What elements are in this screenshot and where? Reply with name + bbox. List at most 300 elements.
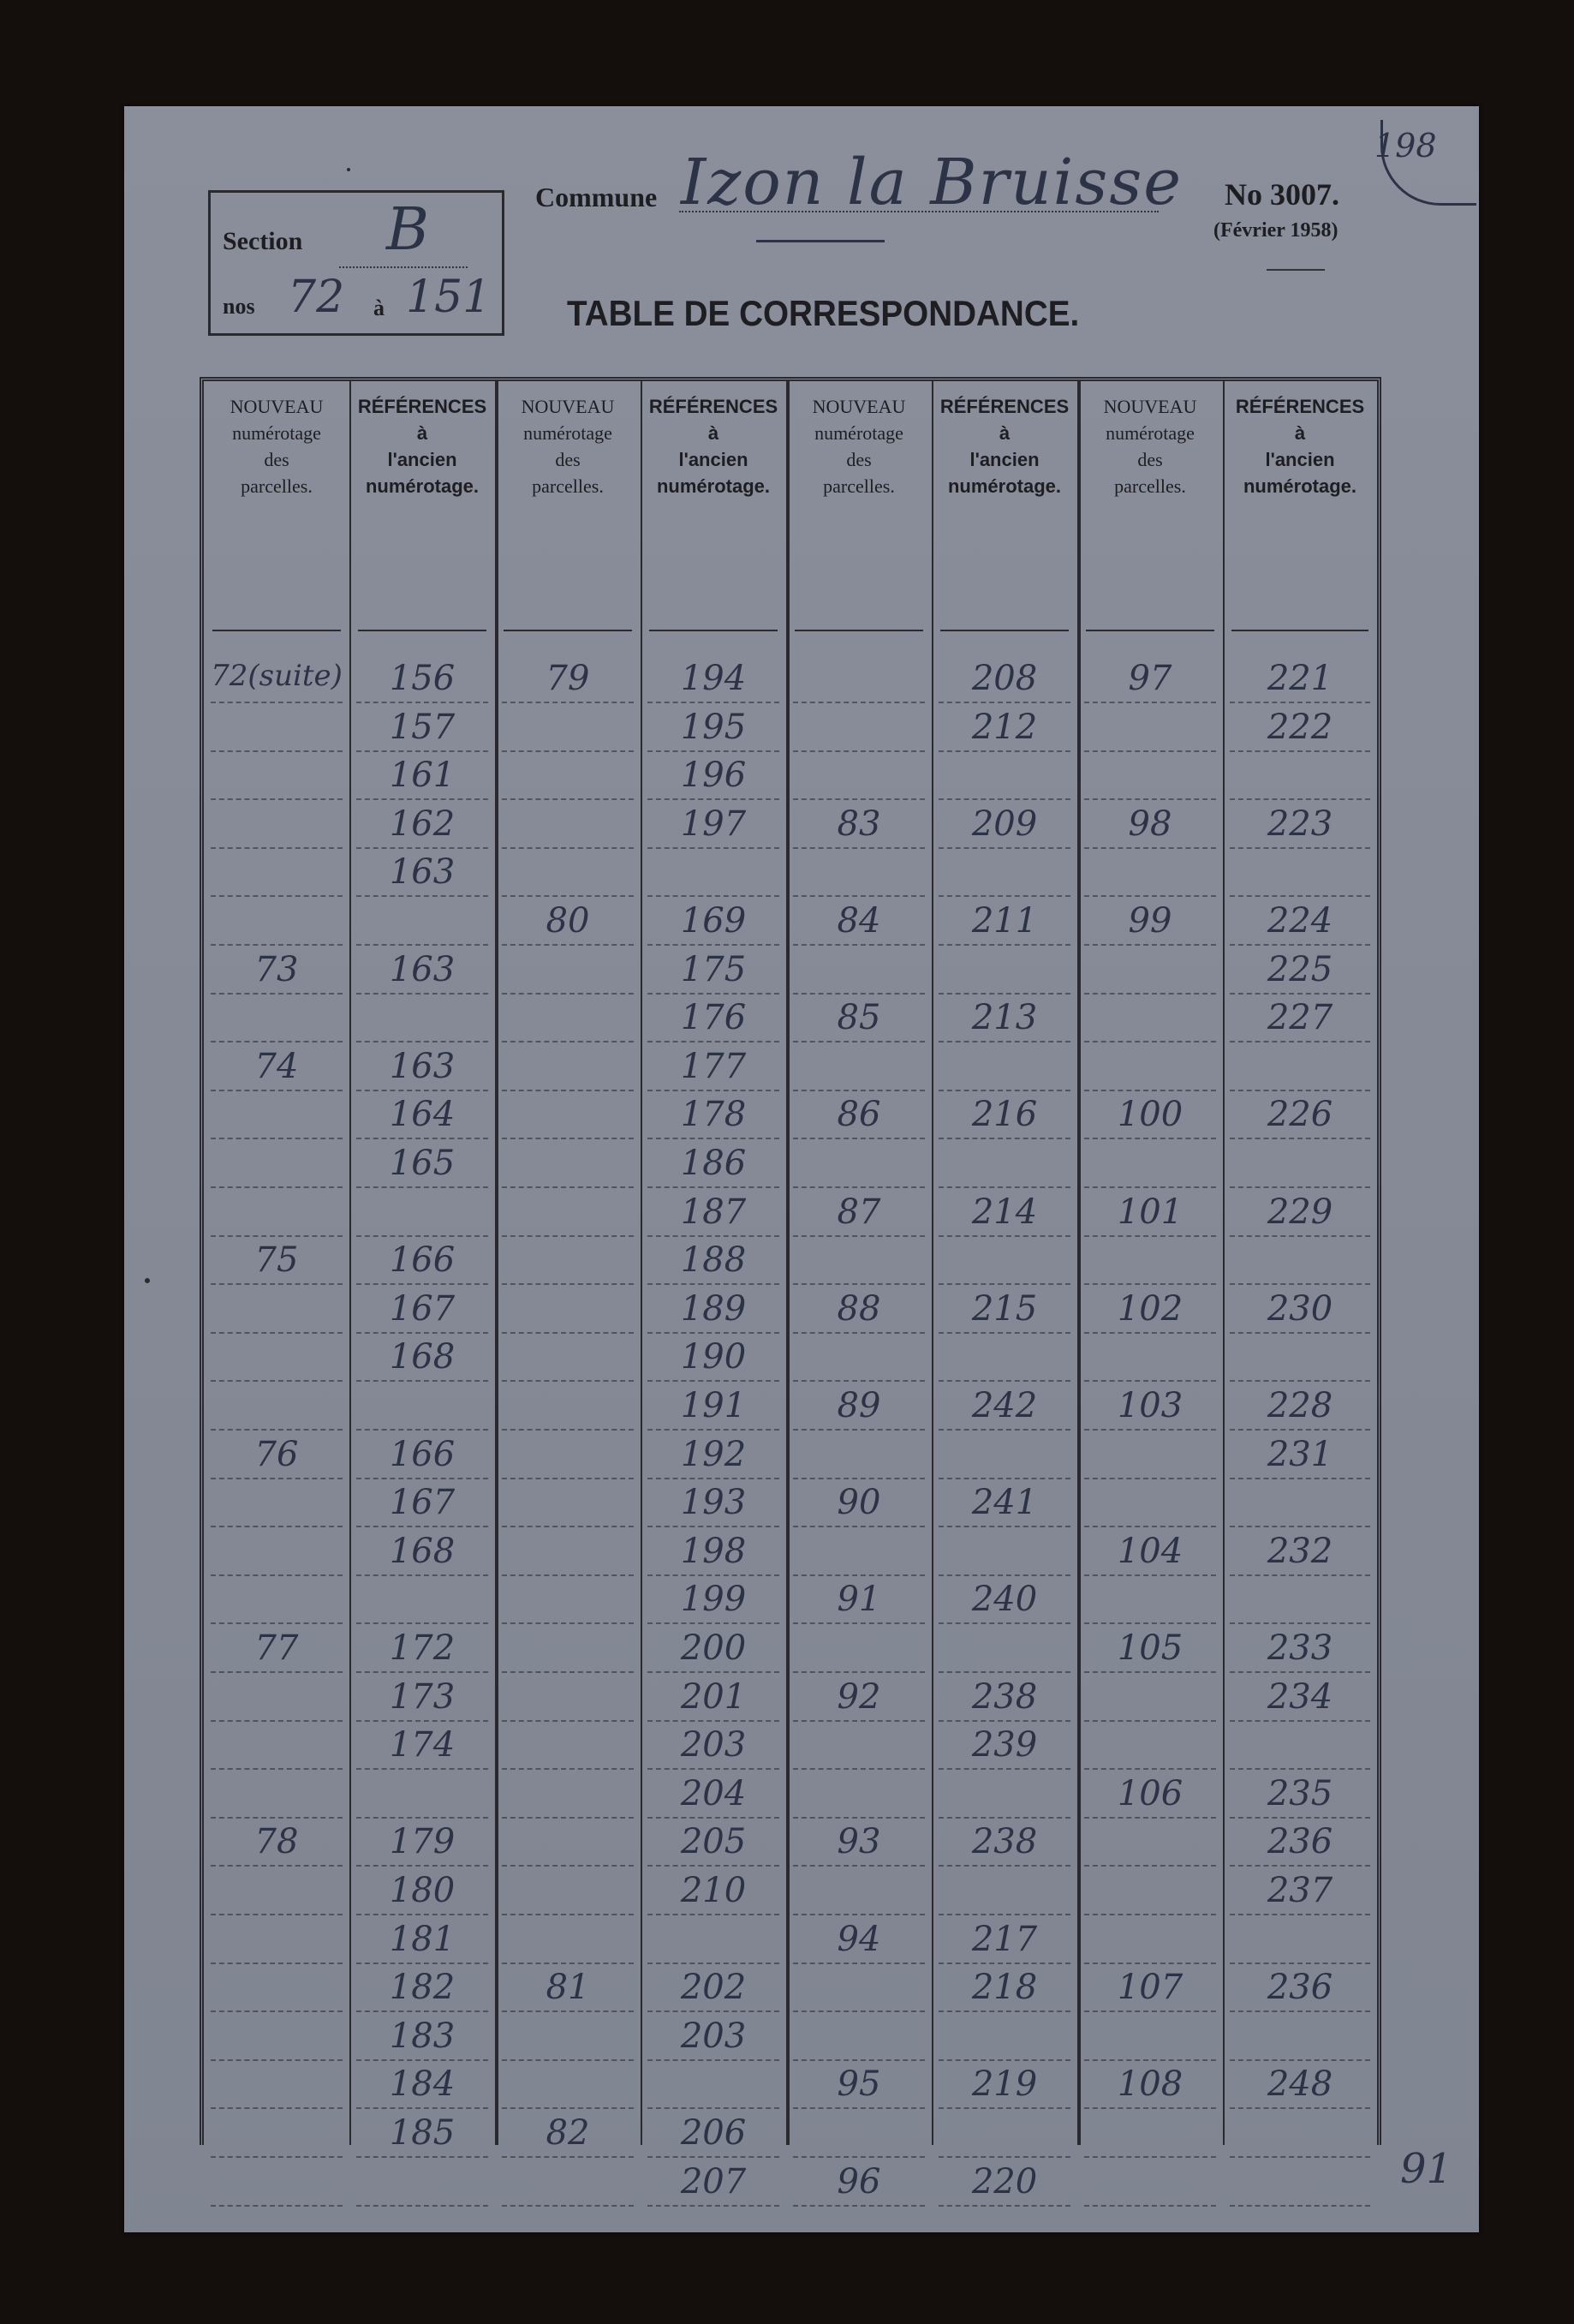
dotted-rule: [502, 1380, 634, 1382]
dotted-rule: [356, 1720, 488, 1722]
dotted-rule: [356, 1332, 488, 1334]
header-line: numérotage.: [1243, 475, 1357, 497]
dotted-rule: [502, 895, 634, 897]
form-date: (Février 1958): [1213, 219, 1338, 242]
table-cell-references: 225: [1267, 949, 1333, 989]
table-cell-nouveau: 84: [837, 901, 881, 941]
header-line: l'ancien: [969, 449, 1040, 470]
dotted-rule: [647, 750, 779, 752]
dotted-rule: [502, 2010, 634, 2012]
dotted-rule: [502, 944, 634, 946]
header-rule: [795, 630, 923, 631]
dotted-rule: [502, 1720, 634, 1722]
dotted-rule: [502, 798, 634, 800]
dotted-rule: [211, 1963, 343, 1964]
dotted-rule: [1084, 1235, 1216, 1237]
column-header-references: [353, 393, 492, 499]
dotted-rule: [502, 1865, 634, 1867]
dotted-rule: [1084, 1186, 1216, 1188]
dotted-rule: [1084, 1138, 1216, 1139]
table-cell-references: 238: [971, 1822, 1038, 1862]
dotted-rule: [1230, 1720, 1370, 1722]
dotted-rule: [647, 1429, 779, 1431]
table-cell-references: 188: [680, 1240, 747, 1281]
dotted-rule: [1084, 2205, 1216, 2207]
table-cell-references: 206: [680, 2113, 747, 2153]
table-cell-references: 203: [680, 1725, 747, 1765]
table-cell-references: 211: [971, 901, 1038, 941]
header-line: numérotage.: [656, 475, 771, 497]
table-cell-references: 156: [389, 659, 456, 698]
dotted-rule: [211, 1138, 343, 1139]
table-cell-nouveau: 107: [1117, 1968, 1183, 2008]
section-label: Section: [223, 227, 303, 255]
table-cell-references: 168: [389, 1337, 456, 1377]
header-line: à: [707, 422, 719, 444]
dotted-rule: [939, 1622, 1070, 1624]
dotted-rule: [211, 1478, 343, 1479]
header-line: parcelles.: [532, 475, 604, 497]
dotted-rule: [1230, 1138, 1370, 1139]
table-cell-nouveau: 92: [837, 1676, 881, 1717]
dotted-rule: [356, 1041, 488, 1043]
header-line: NOUVEAU: [230, 396, 324, 417]
dotted-rule: [939, 1380, 1070, 1382]
dotted-rule: [1084, 2010, 1216, 2012]
table-cell-references: 162: [389, 804, 456, 844]
header-line: des: [555, 449, 581, 470]
dotted-rule: [939, 1041, 1070, 1043]
table-cell-references: 215: [971, 1288, 1038, 1329]
dotted-rule: [939, 1429, 1070, 1431]
dotted-rule: [502, 993, 634, 995]
dotted-rule: [502, 2059, 634, 2061]
page-title: TABLE DE CORRESPONDANCE.: [567, 293, 1080, 333]
table-cell-references: 163: [389, 1046, 456, 1086]
dotted-rule: [1230, 2059, 1370, 2061]
dotted-rule: [1230, 847, 1370, 849]
dotted-rule: [1084, 2156, 1216, 2158]
dotted-rule: [793, 1041, 925, 1043]
form-number: No 3007.: [1225, 177, 1339, 212]
table-cell-nouveau: 108: [1117, 2064, 1183, 2105]
dotted-rule: [1084, 1526, 1216, 1527]
table-cell-references: 236: [1267, 1822, 1333, 1862]
dotted-rule: [793, 1090, 925, 1091]
dotted-rule: [939, 2010, 1070, 2012]
dotted-rule: [1230, 1041, 1370, 1043]
dotted-rule: [647, 1283, 779, 1285]
dotted-rule: [793, 750, 925, 752]
dotted-rule: [1084, 1478, 1216, 1479]
dotted-rule: [211, 750, 343, 752]
dotted-rule: [939, 2156, 1070, 2158]
dotted-rule: [1230, 1817, 1370, 1819]
table-cell-nouveau: 78: [254, 1822, 299, 1862]
dotted-rule: [356, 750, 488, 752]
dotted-rule: [211, 2059, 343, 2061]
dotted-rule: [939, 1914, 1070, 1915]
dotted-rule: [939, 798, 1070, 800]
header-rule: [649, 630, 778, 631]
dotted-rule: [1230, 1865, 1370, 1867]
dotted-rule: [1230, 1332, 1370, 1334]
dotted-rule: [1084, 750, 1216, 752]
dotted-rule: [211, 1526, 343, 1527]
dotted-rule: [211, 895, 343, 897]
table-cell-references: 216: [971, 1095, 1038, 1135]
nos-a-label: à: [373, 296, 385, 320]
dotted-rule: [939, 1186, 1070, 1188]
dotted-rule: [939, 750, 1070, 752]
dotted-rule: [939, 1235, 1070, 1237]
dotted-rule: [793, 798, 925, 800]
dotted-rule: [211, 798, 343, 800]
dotted-rule: [793, 1138, 925, 1139]
table-cell-references: 226: [1267, 1095, 1333, 1135]
table-cell-references: 169: [680, 901, 747, 941]
dotted-rule: [1084, 895, 1216, 897]
dotted-rule: [793, 1332, 925, 1334]
dotted-rule: [1230, 2156, 1370, 2158]
dotted-rule: [793, 1963, 925, 1964]
table-cell-nouveau: 98: [1128, 804, 1172, 844]
dotted-rule: [211, 1622, 343, 1624]
dotted-rule: [793, 1865, 925, 1867]
dotted-rule: [1084, 2059, 1216, 2061]
table-cell-references: 234: [1267, 1676, 1333, 1717]
header-line: l'ancien: [678, 449, 748, 470]
table-cell-references: 205: [680, 1822, 747, 1862]
dotted-rule: [502, 1671, 634, 1673]
header-line: numérotage: [232, 422, 321, 444]
table-cell-references: 166: [389, 1240, 456, 1281]
header-line: numérotage: [523, 422, 612, 444]
dotted-rule: [1084, 1429, 1216, 1431]
dotted-rule: [1084, 1914, 1216, 1915]
dotted-rule: [1084, 1865, 1216, 1867]
dotted-rule: [939, 944, 1070, 946]
section-box: [208, 190, 504, 336]
table-cell-references: 184: [389, 2064, 456, 2105]
table-cell-references: 163: [389, 949, 456, 989]
dotted-rule: [939, 1963, 1070, 1964]
dotted-rule: [356, 1768, 488, 1770]
dotted-rule: [1230, 1380, 1370, 1382]
column-divider: [932, 381, 933, 2145]
dotted-rule: [793, 1526, 925, 1527]
dotted-rule: [793, 847, 925, 849]
table-cell-nouveau: 82: [546, 2113, 590, 2153]
dotted-rule: [939, 1574, 1070, 1576]
table-cell-references: 239: [971, 1725, 1038, 1765]
dotted-rule: [1230, 2205, 1370, 2207]
header-line: des: [846, 449, 872, 470]
table-cell-nouveau: 103: [1117, 1386, 1183, 1425]
dotted-rule: [356, 1138, 488, 1139]
table-cell-references: 177: [680, 1046, 747, 1086]
dotted-rule: [356, 1235, 488, 1237]
dotted-rule: [211, 1332, 343, 1334]
dotted-rule: [939, 2059, 1070, 2061]
table-cell-references: 223: [1267, 804, 1333, 844]
header-line: RÉFÉRENCES: [648, 396, 778, 417]
dotted-rule: [647, 1574, 779, 1576]
dotted-rule: [356, 847, 488, 849]
dotted-rule: [356, 1478, 488, 1479]
nos-label: nos: [223, 294, 255, 319]
dotted-rule: [211, 1671, 343, 1673]
table-cell-references: 198: [680, 1531, 747, 1571]
column-header-nouveau: [1081, 393, 1219, 499]
header-line: numérotage.: [947, 475, 1062, 497]
column-divider: [495, 381, 498, 2145]
dotted-rule: [647, 2205, 779, 2207]
dotted-rule: [647, 1235, 779, 1237]
dotted-rule: [793, 1574, 925, 1576]
table-cell-references: 242: [971, 1386, 1038, 1425]
dotted-rule: [502, 1963, 634, 1964]
table-cell-references: 214: [971, 1192, 1038, 1232]
section-underline: [339, 266, 468, 268]
table-cell-references: 195: [680, 707, 747, 747]
table-cell-references: 191: [680, 1386, 747, 1425]
table-cell-references: 190: [680, 1337, 747, 1377]
table-cell-references: 230: [1267, 1288, 1333, 1329]
table-cell-references: 161: [389, 756, 456, 796]
table-cell-nouveau: 102: [1117, 1288, 1183, 1329]
dotted-rule: [356, 1963, 488, 1964]
header-line: RÉFÉRENCES: [1235, 396, 1365, 417]
dotted-rule: [1084, 847, 1216, 849]
table-cell-nouveau: 96: [837, 2161, 881, 2202]
dotted-rule: [793, 702, 925, 703]
dotted-rule: [793, 1622, 925, 1624]
dotted-rule: [939, 1720, 1070, 1722]
table-cell-references: 176: [680, 998, 747, 1038]
dotted-rule: [793, 2107, 925, 2109]
dotted-rule: [1230, 944, 1370, 946]
header-rule: [504, 630, 632, 631]
column-header-references: [644, 393, 783, 499]
table-cell-references: 185: [389, 2113, 456, 2153]
dotted-rule: [939, 702, 1070, 703]
table-cell-references: 217: [971, 1919, 1038, 1959]
dotted-rule: [939, 1332, 1070, 1334]
table-cell-references: 165: [389, 1144, 456, 1183]
dotted-rule: [647, 1768, 779, 1770]
dotted-rule: [1084, 1041, 1216, 1043]
dotted-rule: [356, 1380, 488, 1382]
table-cell-nouveau: 105: [1117, 1628, 1183, 1668]
header-line: RÉFÉRENCES: [939, 396, 1070, 417]
dotted-rule: [647, 1817, 779, 1819]
table-cell-references: 192: [680, 1434, 747, 1474]
table-cell-references: 167: [389, 1483, 456, 1523]
table-cell-references: 157: [389, 707, 456, 747]
page-number: 91: [1400, 2145, 1453, 2193]
table-cell-nouveau: 79: [546, 659, 590, 698]
dotted-rule: [793, 1914, 925, 1915]
dotted-rule: [939, 847, 1070, 849]
dotted-rule: [939, 993, 1070, 995]
dotted-rule: [502, 1622, 634, 1624]
dotted-rule: [356, 1283, 488, 1285]
table-cell-references: 167: [389, 1288, 456, 1329]
dotted-rule: [211, 1865, 343, 1867]
dotted-rule: [1230, 1429, 1370, 1431]
header-rule: [358, 630, 486, 631]
dotted-rule: [1230, 1671, 1370, 1673]
table-cell-references: 229: [1267, 1192, 1333, 1232]
table-cell-nouveau: 72(suite): [211, 659, 343, 693]
table-cell-nouveau: 90: [837, 1483, 881, 1523]
dotted-rule: [793, 1283, 925, 1285]
dotted-rule: [502, 1429, 634, 1431]
header-line: RÉFÉRENCES: [357, 396, 487, 417]
table-cell-references: 193: [680, 1483, 747, 1523]
dotted-rule: [1084, 702, 1216, 703]
table-cell-references: 196: [680, 756, 747, 796]
table-cell-references: 187: [680, 1192, 747, 1232]
dotted-rule: [502, 1283, 634, 1285]
dotted-rule: [1084, 1817, 1216, 1819]
dotted-rule: [1230, 1963, 1370, 1964]
table-cell-references: 181: [389, 1919, 456, 1959]
dotted-rule: [211, 1041, 343, 1043]
dotted-rule: [939, 1478, 1070, 1479]
dotted-rule: [356, 1914, 488, 1915]
column-header-nouveau: [207, 393, 346, 499]
dotted-rule: [211, 1768, 343, 1770]
dotted-rule: [356, 944, 488, 946]
dotted-rule: [356, 1090, 488, 1091]
table-cell-nouveau: 95: [837, 2064, 881, 2105]
dotted-rule: [502, 1478, 634, 1479]
dotted-rule: [356, 2010, 488, 2012]
dotted-rule: [211, 1235, 343, 1237]
header-rule: [212, 630, 341, 631]
dotted-rule: [1230, 1526, 1370, 1527]
dotted-rule: [1084, 1671, 1216, 1673]
table-cell-references: 227: [1267, 998, 1333, 1038]
header-rule: [940, 630, 1069, 631]
table-cell-references: 203: [680, 2016, 747, 2056]
table-cell-nouveau: 104: [1117, 1531, 1183, 1571]
dotted-rule: [211, 847, 343, 849]
dotted-rule: [1084, 1768, 1216, 1770]
dotted-rule: [1084, 798, 1216, 800]
dotted-rule: [647, 895, 779, 897]
column-header-references: [935, 393, 1074, 499]
table-cell-references: 182: [389, 1968, 456, 2008]
dotted-rule: [211, 1429, 343, 1431]
dotted-rule: [502, 2205, 634, 2207]
dotted-rule: [502, 1186, 634, 1188]
dotted-rule: [211, 702, 343, 703]
dotted-rule: [356, 2156, 488, 2158]
nos-to-value: 151: [406, 272, 492, 323]
table-cell-references: 235: [1267, 1773, 1333, 1813]
dotted-rule: [356, 1526, 488, 1527]
dotted-rule: [793, 1429, 925, 1431]
table-cell-references: 204: [680, 1773, 747, 1813]
table-cell-nouveau: 77: [254, 1628, 299, 1668]
dotted-rule: [647, 993, 779, 995]
dotted-rule: [1230, 1283, 1370, 1285]
dotted-rule: [1230, 2107, 1370, 2109]
table-cell-nouveau: 83: [837, 804, 881, 844]
dotted-rule: [1084, 1720, 1216, 1722]
dotted-rule: [502, 1090, 634, 1091]
dotted-rule: [939, 1817, 1070, 1819]
cadastre-sheet: [124, 106, 1479, 2232]
dotted-rule: [356, 1671, 488, 1673]
header-line: parcelles.: [823, 475, 895, 497]
table-cell-references: 166: [389, 1434, 456, 1474]
dotted-rule: [939, 1138, 1070, 1139]
column-header-references: [1226, 393, 1374, 499]
table-cell-nouveau: 94: [837, 1919, 881, 1959]
dotted-rule: [647, 2107, 779, 2109]
dotted-rule: [211, 1380, 343, 1382]
dotted-rule: [939, 1090, 1070, 1091]
dotted-rule: [647, 2010, 779, 2012]
dotted-rule: [502, 1574, 634, 1576]
dotted-rule: [1230, 895, 1370, 897]
column-divider: [786, 381, 790, 2145]
dotted-rule: [502, 1041, 634, 1043]
dotted-rule: [356, 1622, 488, 1624]
table-cell-references: 200: [680, 1628, 747, 1668]
dotted-rule: [356, 993, 488, 995]
dotted-rule: [1230, 1478, 1370, 1479]
header-line: des: [264, 449, 289, 470]
dotted-rule: [793, 1720, 925, 1722]
dotted-rule: [1084, 1380, 1216, 1382]
table-cell-references: 213: [971, 998, 1038, 1038]
column-header-nouveau: [498, 393, 637, 499]
dotted-rule: [647, 702, 779, 703]
dotted-rule: [647, 944, 779, 946]
dotted-rule: [939, 2205, 1070, 2207]
dotted-rule: [647, 1622, 779, 1624]
paper-speck: [145, 1278, 150, 1283]
dotted-rule: [1230, 1622, 1370, 1624]
table-cell-nouveau: 88: [837, 1288, 881, 1329]
header-line: numérotage: [1106, 422, 1195, 444]
dotted-rule: [502, 1914, 634, 1915]
table-cell-references: 207: [680, 2161, 747, 2202]
dotted-rule: [502, 2156, 634, 2158]
dotted-rule: [793, 2205, 925, 2207]
table-cell-references: 221: [1267, 659, 1333, 698]
table-cell-nouveau: 87: [837, 1192, 881, 1232]
table-cell-nouveau: 91: [837, 1580, 881, 1620]
dotted-rule: [211, 1720, 343, 1722]
paper-speck: [347, 168, 350, 171]
dotted-rule: [1230, 1186, 1370, 1188]
table-cell-nouveau: 100: [1117, 1095, 1183, 1135]
table-cell-references: 232: [1267, 1531, 1333, 1571]
correspondence-table: [200, 377, 1381, 2202]
dotted-rule: [356, 1574, 488, 1576]
table-cell-references: 175: [680, 949, 747, 989]
dotted-rule: [1230, 993, 1370, 995]
dotted-rule: [1230, 702, 1370, 703]
dotted-rule: [647, 847, 779, 849]
dotted-rule: [211, 944, 343, 946]
